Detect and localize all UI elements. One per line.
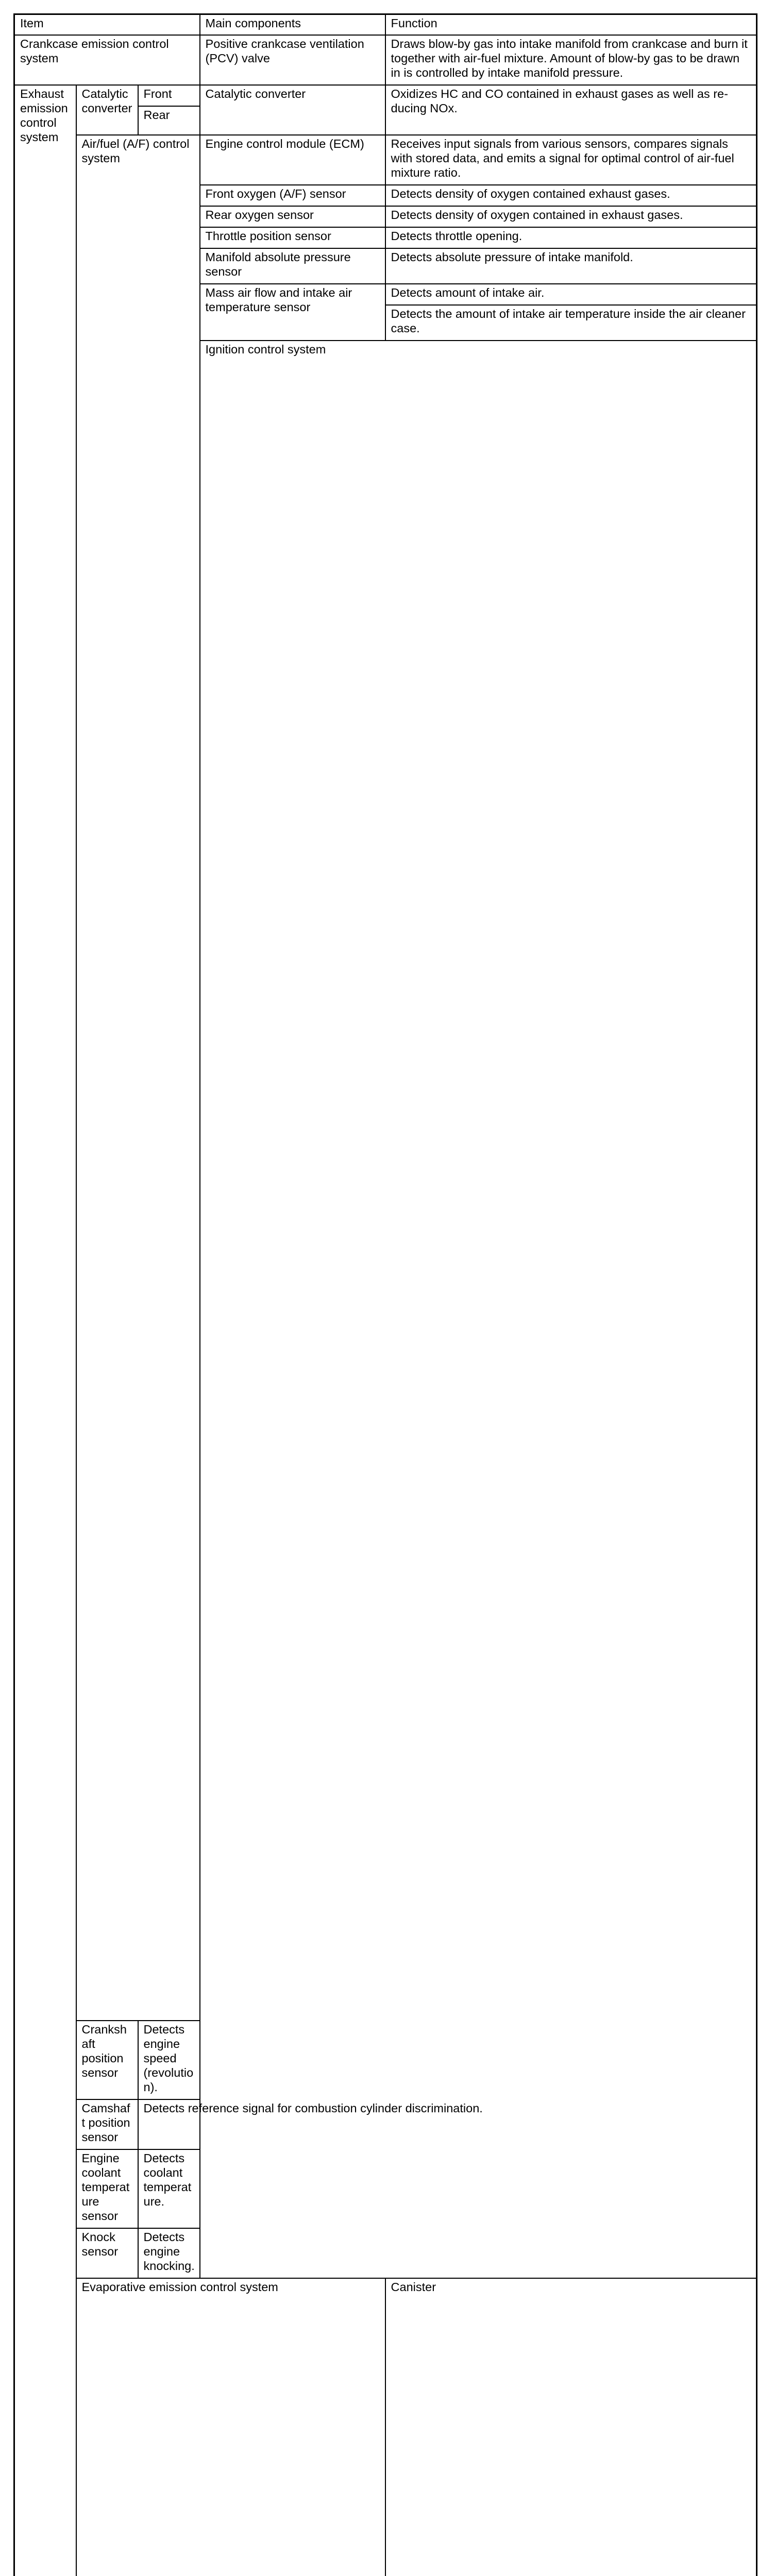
component-cell: Camshaft position sensor bbox=[76, 2099, 138, 2149]
function-cell: Oxidizes HC and CO contained in exhaust gases as well as reducing NOx. bbox=[385, 85, 757, 135]
function-cell: Detects reference signal for combustion cylinder discrimination. bbox=[138, 2099, 200, 2149]
function-cell: Detects absolute pressure of intake manifold. bbox=[385, 248, 757, 284]
component-cell: Crankshaft position sensor bbox=[76, 2021, 138, 2099]
component-cell: Mass air flow and intake air temperature sensor bbox=[200, 284, 385, 341]
function-cell: Detects engine knocking. bbox=[138, 2228, 200, 2278]
table-row bbox=[14, 35, 757, 85]
table-row bbox=[14, 135, 757, 185]
component-cell: Positive crankcase ventilation (PCV) valve bbox=[200, 35, 385, 85]
header-function: Function bbox=[385, 14, 757, 36]
function-cell: Detects density of oxygen contained exhaust gases. bbox=[385, 185, 757, 206]
function-cell: Detects the amount of intake air temperature inside the air cleaner case. bbox=[385, 305, 757, 341]
catalytic-front: Front bbox=[138, 85, 200, 106]
function-cell: Draws blow-by gas into intake manifold from crankcase and burn it together with air-fuel mixture. Amount of blow-by gas to be drawn in is controlled by intake manifold pressure. bbox=[385, 35, 757, 85]
function-cell: Detects density of oxygen contained in exhaust gases. bbox=[385, 206, 757, 227]
subitem-catalytic-converter: Catalytic converter bbox=[76, 85, 138, 135]
table-row bbox=[14, 85, 757, 106]
catalytic-rear: Rear bbox=[138, 106, 200, 135]
function-cell: Receives input signals from various sensors, compares signals with stored data, and emits a signal for optimal control of air-fuel mixture ratio. bbox=[385, 135, 757, 185]
function-cell: Detects throttle opening. bbox=[385, 227, 757, 248]
component-cell: Engine coolant temperature sensor bbox=[76, 2149, 138, 2228]
item-crankcase: Crankcase emission control system bbox=[14, 35, 200, 85]
header-item: Item bbox=[14, 14, 200, 36]
component-cell: Engine control module (ECM) bbox=[200, 135, 385, 185]
function-cell: Detects engine speed (revolution). bbox=[138, 2021, 200, 2099]
table-row bbox=[14, 2278, 757, 2576]
emission-control-table bbox=[13, 13, 757, 2576]
subitem-ignition-control: Ignition control system bbox=[200, 341, 757, 2278]
item-evaporative: Evaporative emission control system bbox=[76, 2278, 385, 2576]
component-cell: Front oxygen (A/F) sensor bbox=[200, 185, 385, 206]
item-exhaust: Exhaust emission control system bbox=[14, 85, 76, 2576]
component-cell: Manifold absolute pressure sensor bbox=[200, 248, 385, 284]
header-row bbox=[14, 14, 757, 36]
component-cell: Throttle position sensor bbox=[200, 227, 385, 248]
component-cell: Knock sensor bbox=[76, 2228, 138, 2278]
component-cell: Catalytic converter bbox=[200, 85, 385, 135]
function-cell: Detects amount of intake air. bbox=[385, 284, 757, 305]
component-cell: Rear oxygen sensor bbox=[200, 206, 385, 227]
function-cell: Detects coolant temperature. bbox=[138, 2149, 200, 2228]
subitem-af-control: Air/fuel (A/F) control system bbox=[76, 135, 200, 2021]
header-main-components: Main components bbox=[200, 14, 385, 36]
component-cell: Canister bbox=[385, 2278, 757, 2576]
